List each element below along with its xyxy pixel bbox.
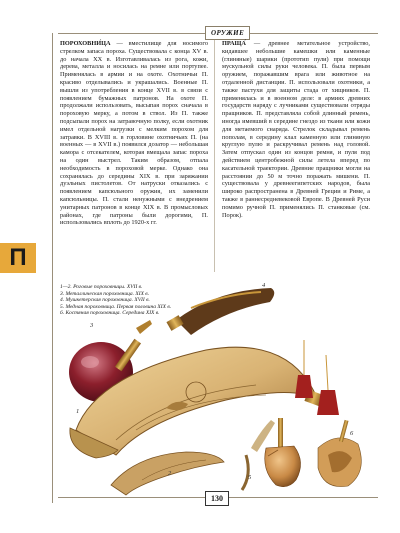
page-number: 130 [205, 491, 229, 506]
figure-label: 4 [262, 282, 266, 289]
figure-label: 6 [350, 430, 354, 437]
frame-line [52, 33, 53, 503]
figure-captions [60, 284, 200, 317]
article-paragraph [60, 40, 208, 227]
article-body: — вместилище для носимого стрелком запаса пороха. Существовала с конца XV в. до начала XX в. Изготавливалась из рога, кожи, дерева, металла и носилась на ремне или портупее. Применялась в армии и на охоте. Охотничьи П. красиво отделывались и украшались. Военные П. вышли из употребления в конце XVII в. в связи с появлением бумажных патронов. На охоте П. продолжали использовать, высыпая порох сначала в пороховую мерку, а потом в ствол. Из П. также подсыпали порох на затравочную полку, если охотник имел отдельной нагрузки с мелким порохом для затравки. В XVIII в. в горловине охотничьих П. (на военных — в XVII в.) появился дозатор — небольшая камора с отсекателем, которая вмещала запас пороха на один выстрел. Таким образом, отпала необходимость в пороховой мерке. Однако она сохранялась до середины XIX в. при заряжании дуэльных пистолетов. От натруски отказались с появлением капсюльного оружия, их заменили капсюльницы. П. стали ненужными с внедрением унитарных патронов в конце XIX в. В промысловых районах, где патроны были дорогими, П. использовались вплоть до 1920-х гг. [60, 40, 208, 227]
figure-label: 1 [76, 408, 80, 415]
article-body: — древнее метательное устройство, кидавшее небольшие камешки или каменные (глиняные) шарики (прототип пули) при помощи мускульной силы руки человека. П. была первым оружием, поражавшим врага или животное на отдаленной дистанции. П. использовали охотники, а также пастухи для защиты стада от хищников. П. применялась и в военном деле: в армиях древних государств наряду с лучниками существовали отряды пращников. П. представляла собой длинный ремень, иногда имевший в середине гнездо из ткани или кожи для метаемого снаряда. Стрелок складывал ремень пополам, в середину клал каменную или глиняную круглую пулю и раскручивал ремень над головой. Затем отпускал один из концов ремня, и пуля под действием центробежной силы летела вперед по касательной траектории. Древние пращники могли на расстоянии до 50 м точно поражать мишени. П. существовала у древнеегипетских народов, была широко распространена в Древней Греции и Риме, а также в раннесредневековой Европе. В Древней Руси помимо ручной П. применялись П. станковые (см. Порок). [222, 40, 370, 219]
caption-line: 5. Медная пороховница. Первая половина XIX в. [60, 303, 172, 310]
headword: ПРАЩА́ [222, 40, 246, 47]
caption-line: 4. Мушкетерская пороховница. XVII в. [60, 297, 150, 304]
column-divider [214, 40, 215, 272]
section-label: ОРУЖИЕ [205, 26, 250, 40]
bone-flask [318, 420, 361, 487]
headword: ПОРОХОВНИ́ЦА [60, 40, 111, 47]
figure-label: 3 [90, 322, 94, 329]
alphabet-tab: П [0, 243, 36, 273]
article-powder-flask [60, 40, 208, 227]
article-sling [222, 40, 370, 219]
caption-line: 1—2. Роговые пороховницы. XVII в. [60, 284, 143, 290]
article-paragraph [222, 40, 370, 219]
caption-line: 6. Костяная пороховница. Середина XIX в. [60, 310, 160, 317]
figure-label: 5 [248, 474, 252, 481]
caption-line: 3. Металлическая пороховница. XIX в. [60, 290, 150, 297]
figure-label: 2 [168, 470, 172, 477]
